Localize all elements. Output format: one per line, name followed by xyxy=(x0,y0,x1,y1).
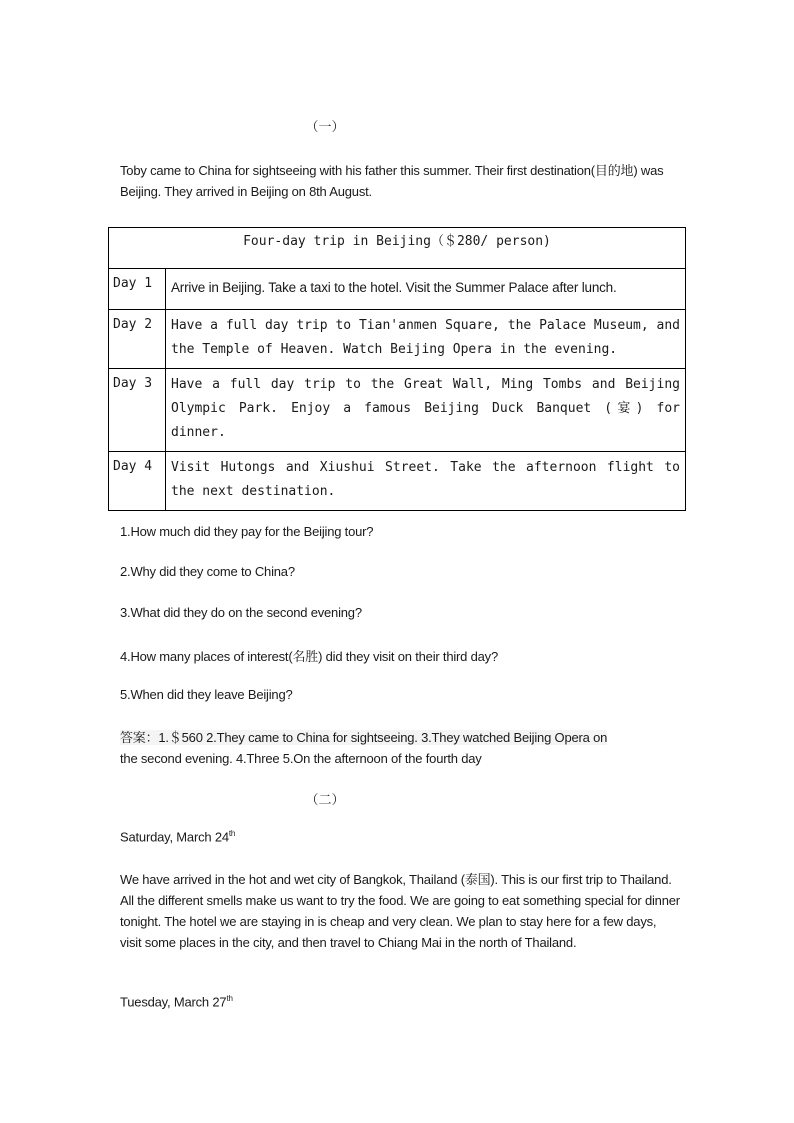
diary-entry-1: We have arrived in the hot and wet city of Bangkok, Thailand (泰国). This is our first trip to Thailand. All the different smells make us want to try the food. We are going to eat something special for dinner tonight. The hotel we are staying in is cheap and very clean. We plan to stay here for a few days, visit some places in the city, and then travel to Chiang Mai in the north of Thailand. xyxy=(120,872,680,950)
day-cell: Day 3 xyxy=(109,369,166,452)
diary-date-2-suffix: th xyxy=(226,994,233,1003)
section-marker-2: （二） xyxy=(305,793,345,808)
activity-cell: Arrive in Beijing. Take a taxi to the hotel. Visit the Summer Palace after lunch. xyxy=(166,269,686,310)
diary-date-2-text: Tuesday, March 27 xyxy=(120,994,227,1010)
activity-cell: Visit Hutongs and Xiushui Street. Take the afternoon flight to the next destination. xyxy=(166,452,686,511)
answer-line-1: 答案：1.＄560 2.They came to China for sightseeing. 3.They watched Beijing Opera on xyxy=(120,730,608,745)
question-2: 2.Why did they come to China? xyxy=(120,564,295,579)
diary-date-1-text: Saturday, March 24 xyxy=(120,829,229,845)
table-row xyxy=(109,452,686,511)
table-row xyxy=(109,310,686,369)
diary-date-1-suffix: th xyxy=(228,829,236,838)
question-4: 4.How many places of interest(名胜) did they visit on their third day? xyxy=(120,649,499,664)
answer-block xyxy=(120,727,700,769)
diary-date-2 xyxy=(120,994,233,1009)
trip-table xyxy=(108,227,686,511)
question-5: 5.When did they leave Beijing? xyxy=(120,687,293,702)
answer-line-2: the second evening. 4.Three 5.On the afternoon of the fourth day xyxy=(120,751,482,766)
day-cell: Day 1 xyxy=(109,269,166,310)
question-1: 1.How much did they pay for the Beijing tour? xyxy=(120,524,374,539)
table-row xyxy=(109,369,686,452)
intro-paragraph: Toby came to China for sightseeing with his father this summer. Their first destination(目的地) was Beijing. They arrived in Beijing on 8th August. xyxy=(120,163,664,199)
table-title: Four-day trip in Beijing（＄280/ person) xyxy=(109,228,686,269)
day-cell: Day 4 xyxy=(109,452,166,511)
activity-cell: Have a full day trip to the Great Wall, Ming Tombs and Beijing Olympic Park. Enjoy a famous Beijing Duck Banquet (宴) for dinner. xyxy=(166,369,686,452)
activity-cell: Have a full day trip to Tian'anmen Square, the Palace Museum, and the Temple of Heaven. Watch Beijing Opera in the evening. xyxy=(166,310,686,369)
day-cell: Day 2 xyxy=(109,310,166,369)
question-3: 3.What did they do on the second evening? xyxy=(120,605,362,620)
diary-date-1 xyxy=(120,829,235,844)
section-marker-1: （一） xyxy=(305,120,345,135)
table-row xyxy=(109,269,686,310)
